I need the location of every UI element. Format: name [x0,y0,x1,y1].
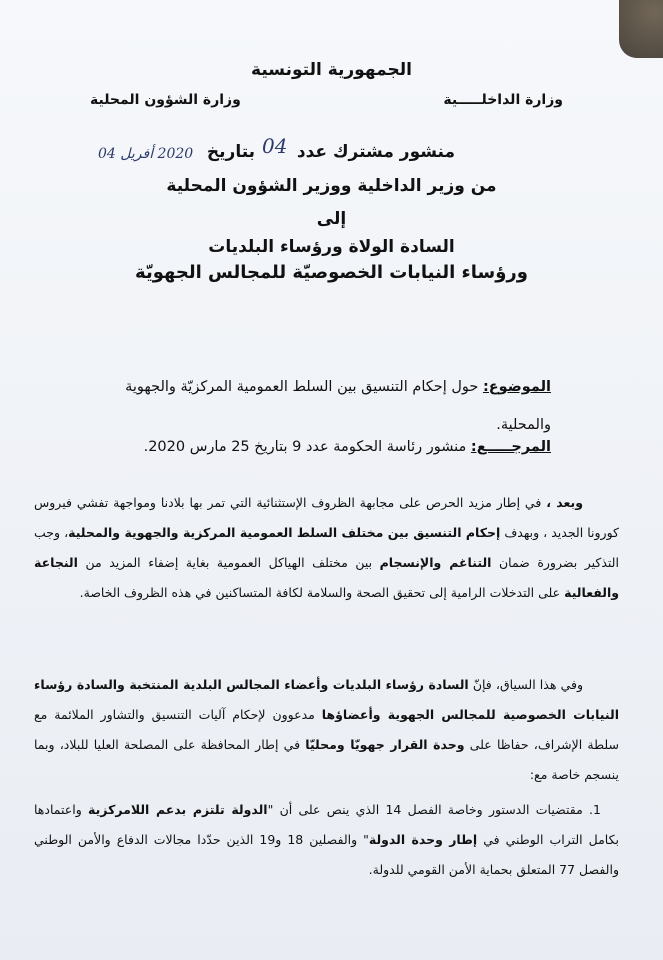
subject-block [111,368,551,444]
paragraph-1-text-2: ، وجب التذكير بضرورة ضمان [34,525,619,570]
paragraph-2-text-1: وفي هذا السياق، فإنّ [472,677,583,692]
list-item-1-text-2: واعتمادها بكامل التراب الوطني في [34,802,619,847]
paragraph-1-bold-2: التناغم والإنسجام [379,555,492,570]
reference-block [144,439,551,455]
paragraph-1-text-3: بين مختلف الهياكل العمومية بغاية إضفاء المزيد من [85,555,373,570]
addressees-line-2: ورؤساء النيابات الخصوصيّة للمجالس الجهويّة [135,262,528,283]
addressees-line-1: السادة الولاة ورؤساء البلديات [208,237,455,257]
paragraph-1-bold-3: النجاعة والفعالية [34,555,619,600]
subject-label: الموضوع: [482,379,551,395]
circular-title [207,142,455,162]
handwritten-date: 2020 أفريل 04 [98,146,194,162]
circular-label: منشور مشترك عدد [296,142,455,162]
reference-label: المرجـــــع: [470,439,551,455]
list-item-1-bold-2: إطار وحدة الدولة [368,832,478,847]
paragraph-1 [34,488,619,608]
paragraph-1-text-4: على التدخلات الرامية إلى تحقيق الصحة والسلامة لكافة المتساكنين في هذه الظروف الخاصة. [79,585,561,600]
republic-heading: الجمهورية التونسية [251,60,412,80]
sender-line: من وزير الداخلية ووزير الشؤون المحلية [166,176,497,196]
list-item-1-bold-1: الدولة تلتزم بدعم اللامركزية [88,802,268,817]
paragraph-2-text-2: مدعوون لإحكام آليات التنسيق والتشاور الملائمة مع سلطة الإشراف، حفاظا على [34,707,620,752]
reference-text: منشور رئاسة الحكومة عدد 9 بتاريخ 25 مارس 2020. [143,439,467,455]
list-item-1-text-1: مقتضيات الدستور وخاصة الفصل 14 الذي ينص على أن " [267,802,583,817]
subject-text: حول إحكام التنسيق بين السلط العمومية المركزيّة والجهوية والمحلية. [125,379,551,433]
paragraph-1-text-1: في إطار مزيد الحرص على مجابهة الظروف الإستثنائية التي تمر بها بلادنا ومواجهة تفشي فيروس كورونا الجديد ، وبهدف [34,495,619,540]
paragraph-2-bold-2: وحدة القرار جهويّا ومحليّا [305,737,465,752]
circular-date-label: بتاريخ [206,142,256,162]
paragraph-1-lead: وبعد ، [546,495,583,510]
ministry-interior: وزارة الداخلـــــية [443,92,563,108]
page-corner-shadow [619,0,663,58]
ministry-local-affairs: وزارة الشؤون المحلية [90,92,241,108]
handwritten-number: 04 [262,134,288,158]
paragraph-1-bold-1: إحكام التنسيق بين مختلف السلط العمومية المركزية والجهوية والمحلية [68,525,501,540]
paragraph-2-bold-1: السادة رؤساء البلديات وأعضاء المجالس البلدية المنتخبة والسادة رؤساء النيابات الخصوصية للمجالس الجهوية وأعضاؤها [34,677,619,722]
to-line: إلى [316,209,347,229]
list-item-1-number: 1. [589,802,601,817]
paragraph-2-text-3: في إطار المحافظة على المصلحة العليا للبلاد، وبما ينسجم خاصة مع: [34,737,619,782]
paragraph-2 [34,670,619,790]
list-item-1 [34,795,619,885]
list-item-1-text-3: " والفصلين 18 و19 الذين حدّدا مجالات الدفاع والأمن الوطني والفصل 77 المتعلق بحماية الأمن القومي للدولة. [34,832,619,877]
